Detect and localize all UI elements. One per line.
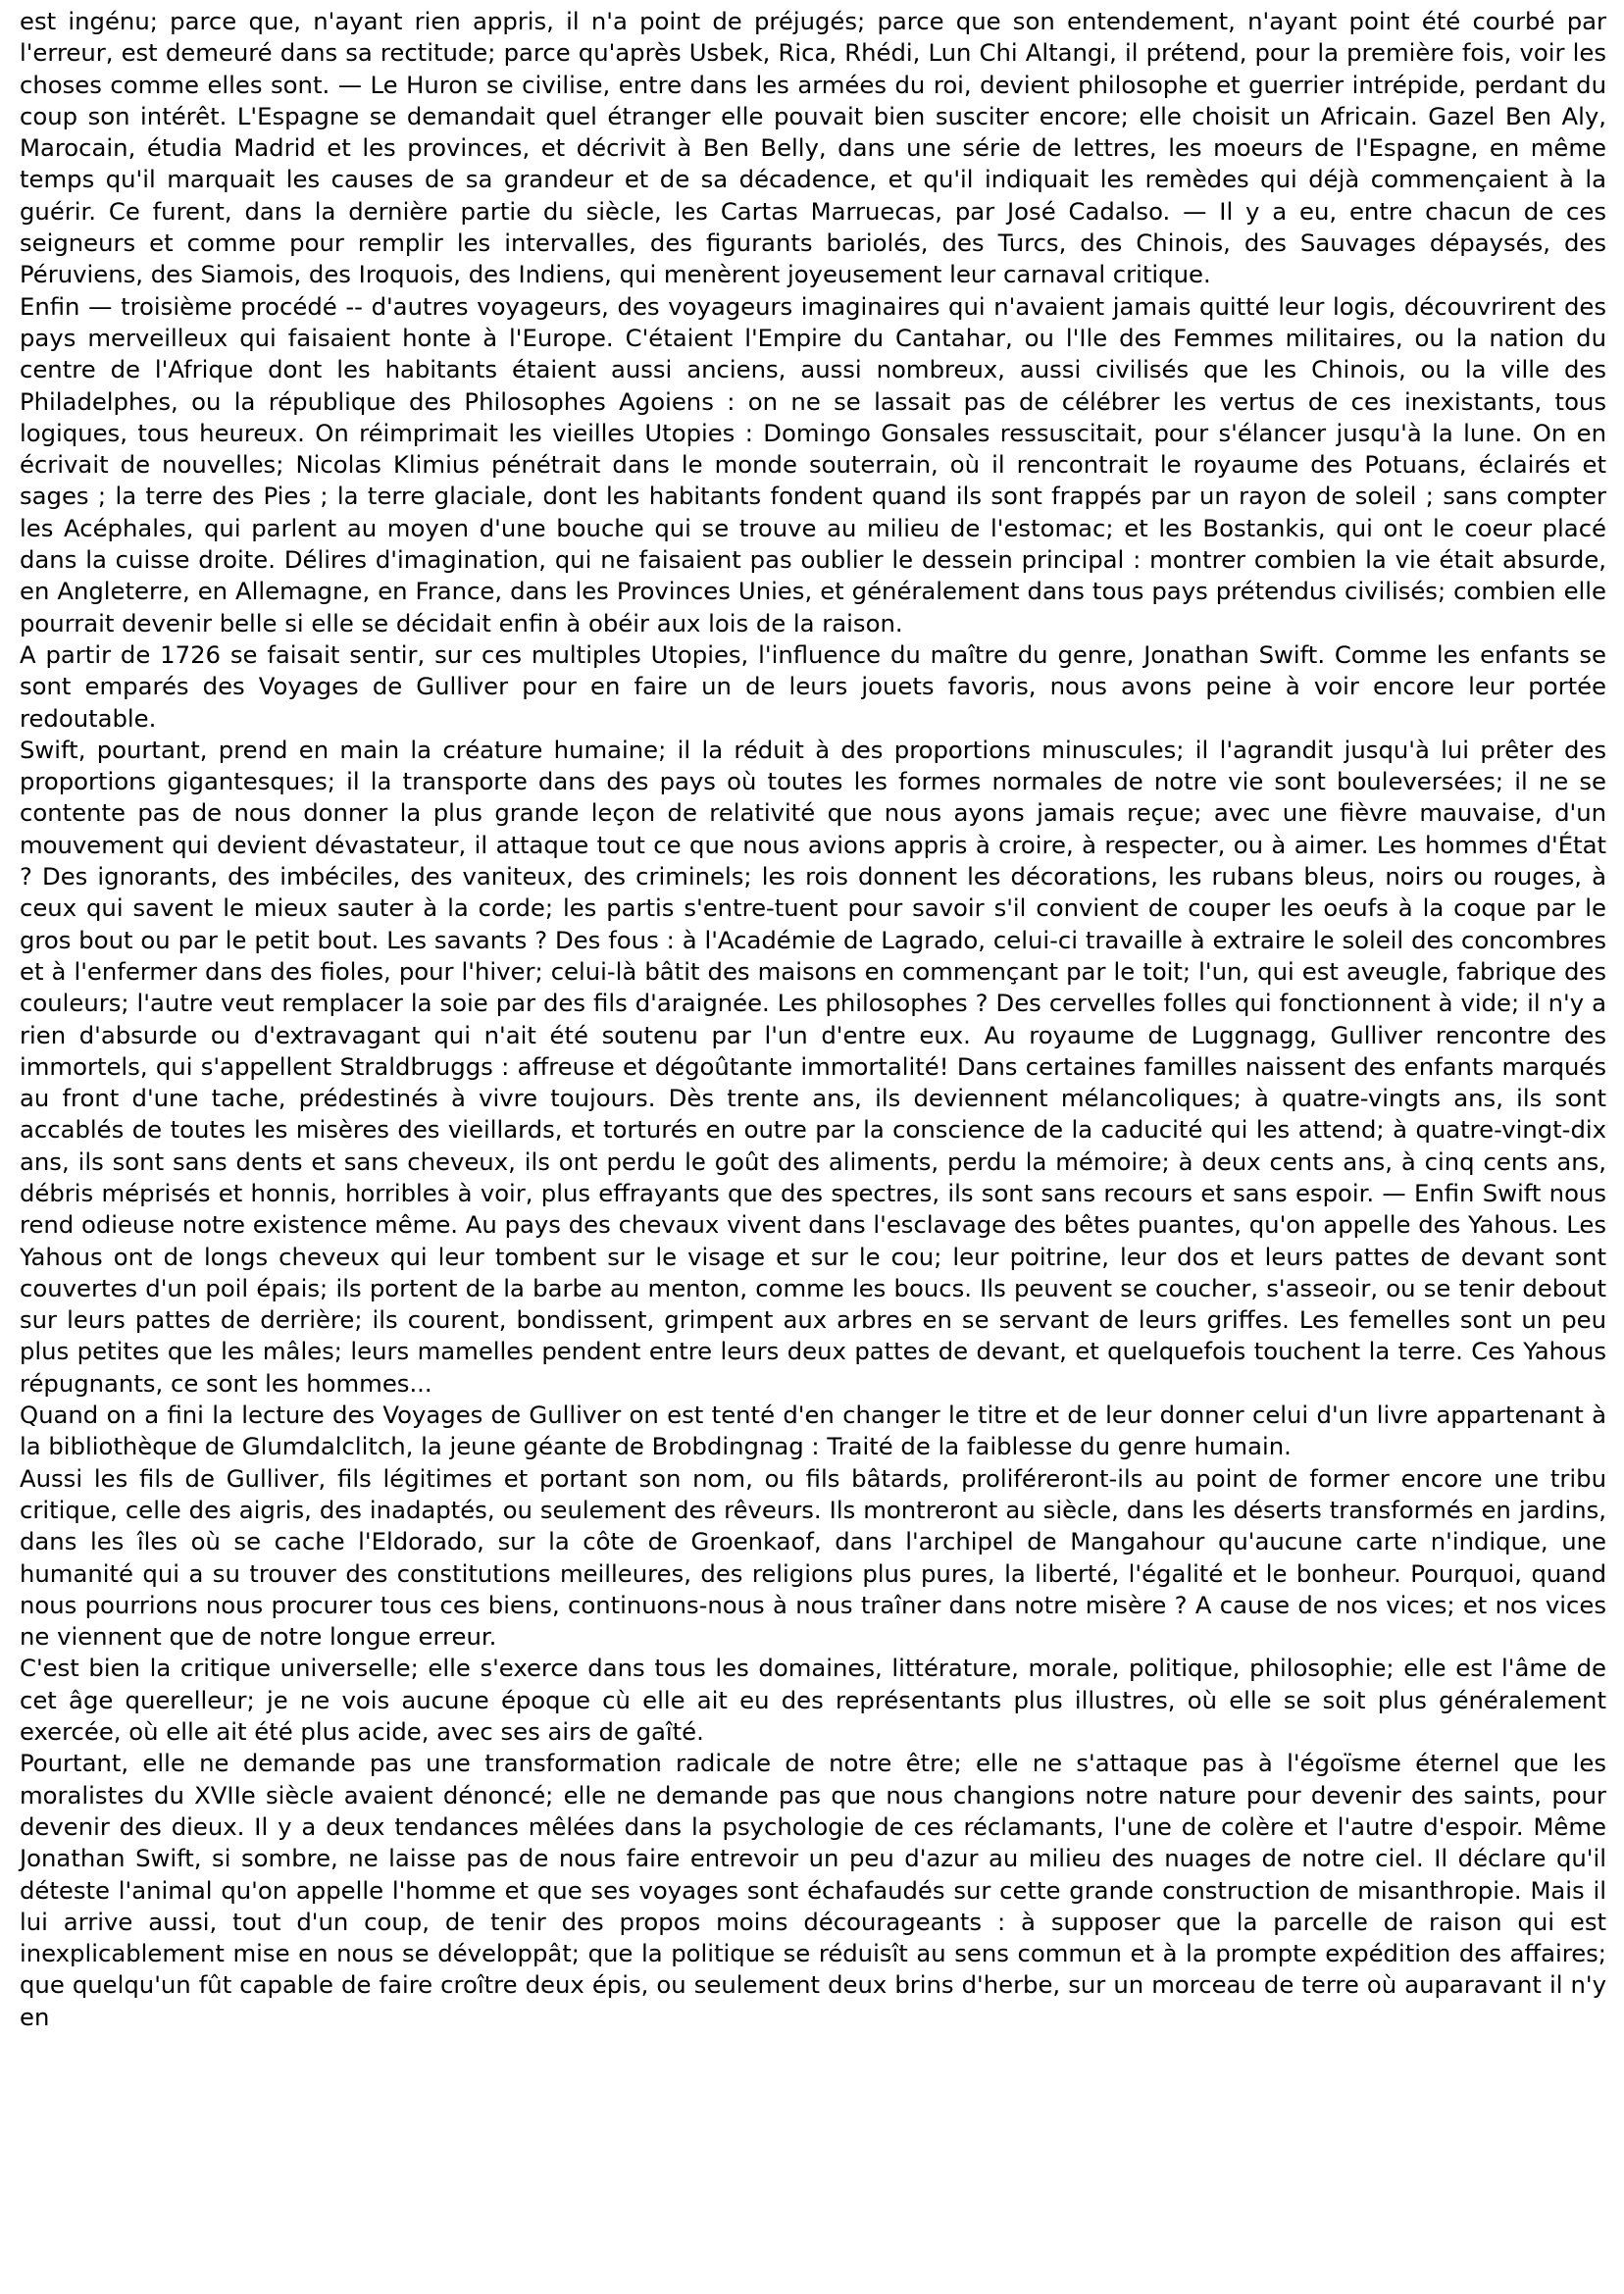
paragraph-1: est ingénu; parce que, n'ayant rien appris, il n'a point de préjugés; parce que son entendement, n'ayant point été courbé par l'erreur, est demeuré dans sa rectitude; parce qu'après Usbek, Rica, Rhédi, Lun Chi Altangi, il prétend, pour la première fois, voir les choses comme elles sont. — Le Huron se civilise, entre dans les armées du roi, devient philosophe et guerrier intrépide, perdant du coup son intérêt. L'Espagne se demandait quel étranger elle pouvait bien susciter encore; elle choisit un Africain. Gazel Ben Aly, Marocain, étudia Madrid et les provinces, et décrivit à Ben Belly, dans une série de lettres, les moeurs de l'Espagne, en même temps qu'il marquait les causes de sa grandeur et de sa décadence, et qu'il indiquait les remèdes qui déjà commençaient à la guérir. Ce furent, dans la dernière partie du siècle, les Cartas Marruecas, par José Cadalso. — Il y a eu, entre chacun de ces seigneurs et comme pour remplir les intervalles, des figurants bariolés, des Turcs, des Chinois, des Sauvages dépaysés, des Péruviens, des Siamois, des Iroquois, des Indiens, qui menèrent joyeusement leur carnaval critique.	[20, 7, 1606, 289]
paragraph-6: Aussi les fils de Gulliver, fils légitimes et portant son nom, ou fils bâtards, proliféreront-ils au point de former encore une tribu critique, celle des aigris, des inadaptés, ou seulement des rêveurs. Ils montreront au siècle, dans les déserts transformés en jardins, dans les îles où se cache l'Eldorado, sur la côte de Groenkaof, dans l'archipel de Mangahour qu'aucune carte n'indique, une humanité qui a su trouver des constitutions meilleures, des religions plus pures, la liberté, l'égalité et le bonheur. Pourquoi, quand nous pourrions nous procurer tous ces biens, continuons-nous à nous traîner dans notre misère ? A cause de nos vices; et nos vices ne viennent que de notre longue erreur.	[20, 1463, 1606, 1652]
paragraph-2: Enfin — troisième procédé -- d'autres voyageurs, des voyageurs imaginaires qui n'avaient jamais quitté leur logis, découvrirent des pays merveilleux qui faisaient honte à l'Europe. C'étaient l'Empire du Cantahar, ou l'Ile des Femmes militaires, ou la nation du centre de l'Afrique dont les habitants étaient aussi anciens, aussi nombreux, aussi civilisés que les Chinois, ou la ville des Philadelphes, ou la république des Philosophes Agoiens : on ne se lassait pas de célébrer les vertus de ces inexistants, tous logiques, tous heureux. On réimprimait les vieilles Utopies : Domingo Gonsales ressuscitait, pour s'élancer jusqu'à la lune. On en écrivait de nouvelles; Nicolas Klimius pénétrait dans le monde souterrain, où il rencontrait le royaume des Potuans, éclairés et sages ; la terre des Pies ; la terre glaciale, dont les habitants fondent quand ils sont frappés par un rayon de soleil ; sans compter les Acéphales, qui parlent au moyen d'une bouche qui se trouve au milieu de l'estomac; et les Bostankis, qui ont le coeur placé dans la cuisse droite. Délires d'imagination, qui ne faisaient pas oublier le dessein principal : montrer combien la vie était absurde, en Angleterre, en Allemagne, en France, dans les Provinces Unies, et généralement dans tous pays prétendus civilisés; combien elle pourrait devenir belle si elle se décidait enfin à obéir aux lois de la raison.	[20, 291, 1606, 637]
paragraph-4: Swift, pourtant, prend en main la créature humaine; il la réduit à des proportions minuscules; il l'agrandit jusqu'à lui prêter des proportions gigantesques; il la transporte dans des pays où toutes les formes normales de notre vie sont bouleversées; il ne se contente pas de nous donner la plus grande leçon de relativité que nous ayons jamais reçue; avec une fièvre mauvaise, d'un mouvement qui devient dévastateur, il attaque tout ce que nous avions appris à croire, à respecter, ou à aimer. Les hommes d'État ? Des ignorants, des imbéciles, des vaniteux, des criminels; les rois donnent les décorations, les rubans bleus, noirs ou rouges, à ceux qui savent le mieux sauter à la corde; les partis s'entre-tuent pour savoir s'il convient de couper les oeufs à la coque par le gros bout ou par le petit bout. Les savants ? Des fous : à l'Académie de Lagrado, celui-ci travaille à extraire le soleil des concombres et à l'enfermer dans des fioles, pour l'hiver; celui-là bâtit des maisons en commençant par le toit; l'un, qui est aveugle, fabrique des couleurs; l'autre veut remplacer la soie par des fils d'araignée. Les philosophes ? Des cervelles folles qui fonctionnent à vide; il n'y a rien d'absurde ou d'extravagant qui n'ait été soutenu par l'un d'entre eux. Au royaume de Luggnagg, Gulliver rencontre des immortels, qui s'appellent Straldbruggs : affreuse et dégoûtante immortalité! Dans certaines familles naissent des enfants marqués au front d'une tache, prédestinés à vivre toujours. Dès trente ans, ils deviennent mélancoliques; à quatre-vingts ans, ils sont accablés de toutes les misères des vieillards, et torturés en outre par la conscience de la caducité qui les attend; à quatre-vingt-dix ans, ils sont sans dents et sans cheveux, ils ont perdu le goût des aliments, perdu la mémoire; à deux cents ans, à cinq cents ans, débris méprisés et honnis, horribles à voir, plus effrayants que des spectres, ils sont sans recours et sans espoir. — Enfin Swift nous rend odieuse notre existence même. Au pays des chevaux vivent dans l'esclavage des bêtes puantes, qu'on appelle des Yahous. Les Yahous ont de longs cheveux qui leur tombent sur le visage et sur le cou; leur poitrine, leur dos et leurs pattes de devant sont couvertes d'un poil épais; ils portent de la barbe au menton, comme les boucs. Ils peuvent se coucher, s'asseoir, ou se tenir debout sur leurs pattes de derrière; ils courent, bondissent, grimpent aux arbres en se servant de leurs griffes. Les femelles sont un peu plus petites que les mâles; leurs mamelles pendent entre leurs deux pattes de devant, et quelquefois touchent la terre. Ces Yahous répugnants, ce sont les hommes...	[20, 735, 1606, 1398]
paragraph-8: Pourtant, elle ne demande pas une transformation radicale de notre être; elle ne s'attaque pas à l'égoïsme éternel que les moralistes du XVIIe siècle avaient dénoncé; elle ne demande pas que nous changions notre nature pour devenir des saints, pour devenir des dieux. Il y a deux tendances mêlées dans la psychologie de ces réclamants, l'une de colère et l'autre d'espoir. Même Jonathan Swift, si sombre, ne laisse pas de nous faire entrevoir un peu d'azur au milieu des nuages de notre ciel. Il déclare qu'il déteste l'animal qu'on appelle l'homme et que ses voyages sont échafaudés sur cette grande construction de misanthropie. Mais il lui arrive aussi, tout d'un coup, de tenir des propos moins décourageants : à supposer que la parcelle de raison qui est inexplicablement mise en nous se développât; que la politique se réduisît au sens commun et à la prompte expédition des affaires; que quelqu'un fût capable de faire croître deux épis, ou seulement deux brins d'herbe, sur un morceau de terre où auparavant il n'y en	[20, 1749, 1606, 2031]
paragraph-3: A partir de 1726 se faisait sentir, sur ces multiples Utopies, l'influence du maître du genre, Jonathan Swift. Comme les enfants se sont emparés des Voyages de Gulliver pour en faire un de leurs jouets favoris, nous avons peine à voir encore leur portée redoutable.	[20, 639, 1606, 733]
paragraph-7: C'est bien la critique universelle; elle s'exerce dans tous les domaines, littérature, morale, politique, philosophie; elle est l'âme de cet âge querelleur; je ne vois aucune époque cù elle ait eu des représentants plus illustres, où elle se soit plus généralement exercée, où elle ait été plus acide, avec ses airs de gaîté.	[20, 1654, 1606, 1747]
paragraph-5: Quand on a fini la lecture des Voyages de Gulliver on est tenté d'en changer le titre et de leur donner celui d'un livre appartenant à la bibliothèque de Glumdalclitch, la jeune géante de Brobdingnag : Traité de la faiblesse du genre humain.	[20, 1401, 1606, 1461]
